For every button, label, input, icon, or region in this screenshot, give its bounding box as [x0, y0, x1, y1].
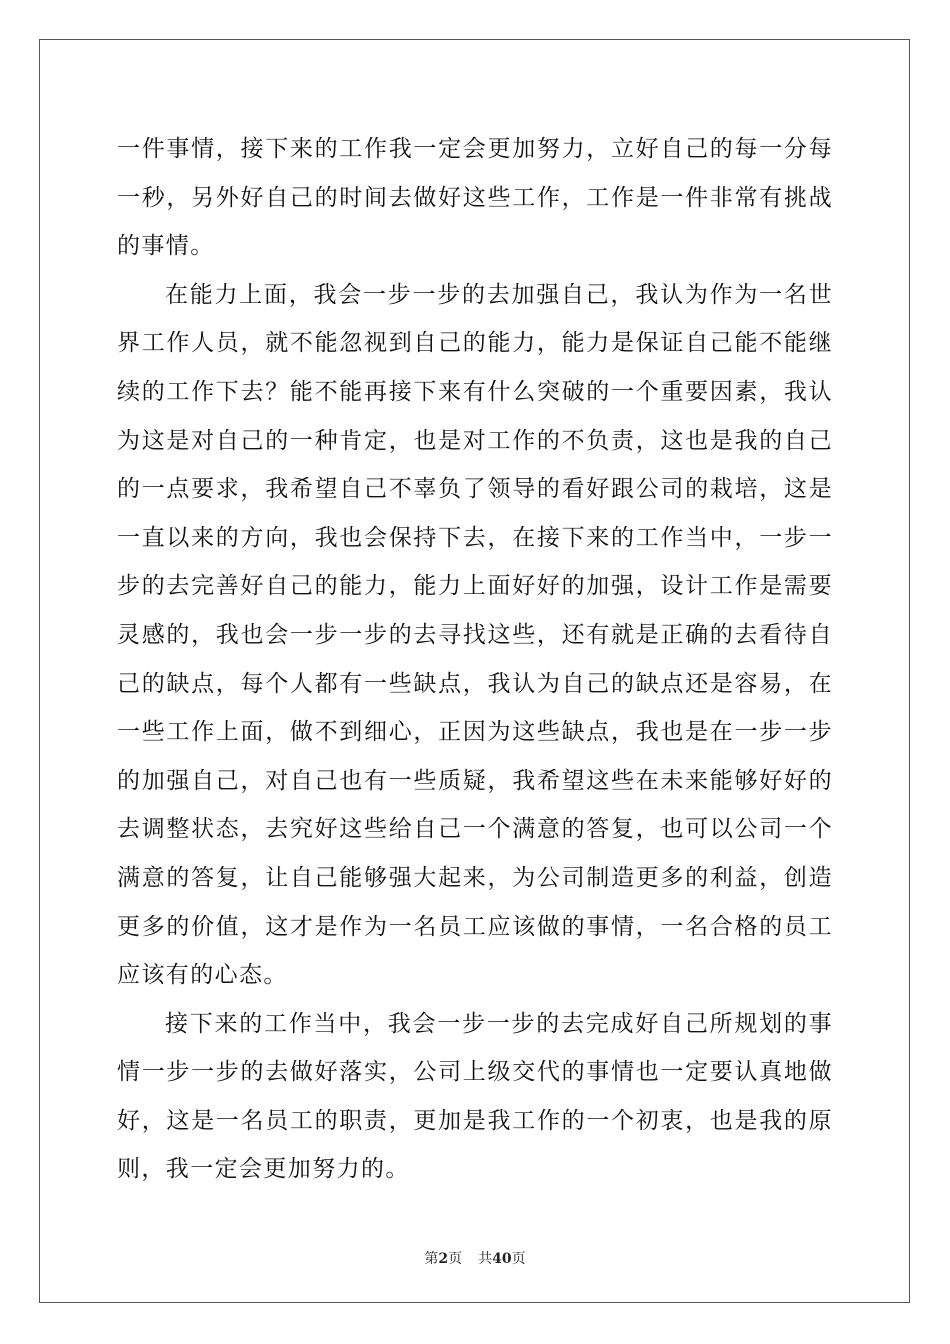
- paragraph-continuation: 一件事情，接下来的工作我一定会更加努力，立好自己的每一分每一秒，另外好自己的时间去做好这些工作，工作是一件非常有挑战的事情。: [117, 136, 833, 260]
- page-label-suffix: 页: [448, 1251, 463, 1267]
- total-label-prefix: 共: [478, 1251, 493, 1267]
- total-pages: 40: [492, 1251, 512, 1267]
- document-body: [117, 125, 833, 1194]
- page-label-prefix: 第: [424, 1251, 439, 1267]
- total-label-suffix: 页: [511, 1251, 526, 1267]
- page-footer: [0, 1248, 950, 1268]
- paragraph-ability: 在能力上面，我会一步一步的去加强自己，我认为作为一名世界工作人员，就不能忽视到自己的能力，能力是保证自己能不能继续的工作下去？能不能再接下来有什么突破的一个重要因素，我认为这是对自己的一种肯定，也是对工作的不负责，这也是我的自己的一点要求，我希望自己不辜负了领导的看好跟公司的栽培，这是一直以来的方向，我也会保持下去，在接下来的工作当中，一步一步的去完善好自己的能力，能力上面好好的加强，设计工作是需要灵感的，我也会一步一步的去寻找这些，还有就是正确的去看待自己的缺点，每个人都有一些缺点，我认为自己的缺点还是容易，在一些工作上面，做不到细心，正因为这些缺点，我也是在一步一步的加强自己，对自己也有一些质疑，我希望这些在未来能够好好的去调整状态，去究好这些给自己一个满意的答复，也可以公司一个满意的答复，让自己能够强大起来，为公司制造更多的利益，创造更多的价值，这才是作为一名员工应该做的事情，一名合格的员工应该有的心态。: [117, 281, 833, 989]
- paragraph-next-work: 接下来的工作当中，我会一步一步的去完成好自己所规划的事情一步一步的去做好落实，公司上级交代的事情也一定要认真地做好，这是一名员工的职责，更加是我工作的一个初衷，也是我的原则，我一定会更加努力的。: [117, 1010, 833, 1183]
- page-number: 2: [438, 1251, 449, 1267]
